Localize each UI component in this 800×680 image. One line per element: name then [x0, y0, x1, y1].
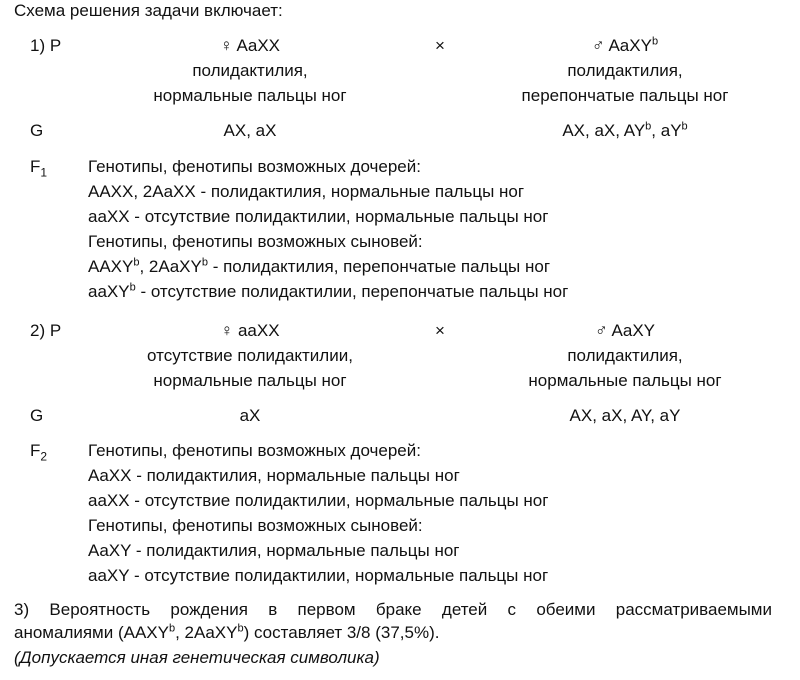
- cross-2-mother-genotype: ♀ aaXX: [220, 321, 280, 340]
- male-symbol-icon: ♂: [591, 36, 605, 55]
- cross-1-son-line-1: AAXY$^b$, 2AaXY$^b$ - полидактилия, перепончатые пальцы ног: [88, 256, 551, 276]
- cross-1-father-genotype: ♂ AaXY$^b$: [591, 35, 659, 55]
- cross-2-daughter-line-2: aaXX - отсутствие полидактилии, нормальные пальцы ног: [88, 491, 549, 510]
- cross-1-sons-header: Генотипы, фенотипы возможных сыновей:: [88, 232, 423, 251]
- cross-2-sons-header: Генотипы, фенотипы возможных сыновей:: [88, 516, 423, 535]
- cross-2-father-phenotype-2: нормальные пальцы ног: [528, 371, 722, 390]
- cross-2-gametes-label: G: [30, 406, 44, 425]
- cross-2-daughters-header: Генотипы, фенотипы возможных дочерей:: [88, 441, 421, 460]
- cross-1-mother-phenotype-2: нормальные пальцы ног: [153, 86, 347, 105]
- cross-1-gametes-label: G: [30, 121, 44, 140]
- cross-2-father-phenotype-1: полидактилия,: [567, 346, 683, 365]
- cross-symbol-icon: ×: [435, 36, 445, 55]
- cross-2-offspring-label: $F_2$: [30, 441, 48, 464]
- cross-2-son-line-2: aaXY - отсутствие полидактилии, нормальные пальцы ног: [88, 566, 549, 585]
- cross-1-daughter-line-2: aaXX - отсутствие полидактилии, нормальные пальцы ног: [88, 207, 549, 226]
- female-symbol-icon: ♀: [219, 36, 233, 55]
- cross-2-son-line-1: AaXY - полидактилия, нормальные пальцы ног: [88, 541, 460, 560]
- cross-1-offspring-label: $F_1$: [30, 157, 48, 180]
- cross-2-daughter-line-1: AaXX - полидактилия, нормальные пальцы ног: [88, 466, 460, 485]
- intro-heading: Схема решения задачи включает:: [14, 1, 283, 20]
- cross-1-mother-phenotype-1: полидактилия,: [192, 61, 308, 80]
- cross-1-daughters-header: Генотипы, фенотипы возможных дочерей:: [88, 157, 421, 176]
- cross-2-father-genotype: ♂ AaXY: [594, 321, 656, 340]
- cross-2-gametes-mother: aX: [239, 406, 261, 425]
- female-symbol-icon: ♀: [220, 321, 234, 340]
- male-symbol-icon: ♂: [594, 321, 608, 340]
- cross-1-label: 1) P: [30, 36, 62, 55]
- note: (Допускается иная генетическая символика): [14, 648, 380, 667]
- cross-1-gametes-father: AX, aX, $AY^b$, $aY^b$: [562, 120, 688, 140]
- cross-1-father-phenotype-2: перепончатые пальцы ног: [521, 86, 729, 105]
- conclusion-line-2: аномалиями (AAXY$^b$, 2AaXY$^b$) составляет 3/8 (37,5%).: [14, 622, 440, 642]
- cross-1-mother-genotype: ♀ AaXX: [219, 36, 281, 55]
- conclusion-line-1: 3) Вероятность рождения в первом браке детей с обеими рассматриваемыми: [14, 600, 772, 619]
- cross-symbol-icon: ×: [435, 321, 445, 340]
- cross-2-label: 2) P: [30, 321, 62, 340]
- cross-2-mother-phenotype-1: отсутствие полидактилии,: [147, 346, 353, 365]
- cross-1-daughter-line-1: AAXX, 2AaXX - полидактилия, нормальные пальцы ног: [88, 182, 525, 201]
- cross-1-son-line-2: aaXY$^b$ - отсутствие полидактилии, перепончатые пальцы ног: [88, 281, 569, 301]
- cross-1-father-phenotype-1: полидактилия,: [567, 61, 683, 80]
- cross-2-gametes-father: AX, aX, AY, aY: [569, 406, 681, 425]
- cross-2-mother-phenotype-2: нормальные пальцы ног: [153, 371, 347, 390]
- cross-1-gametes-mother: AX, aX: [223, 121, 277, 140]
